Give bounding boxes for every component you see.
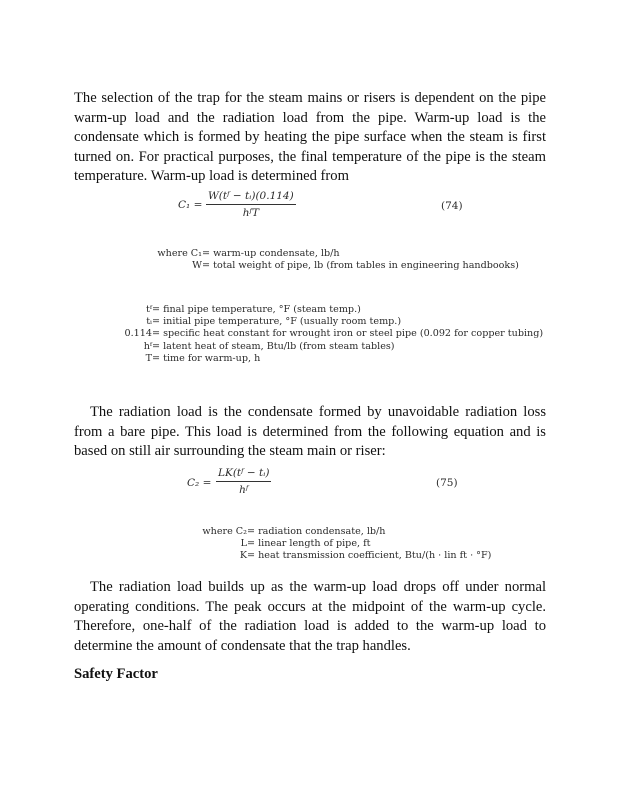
definition-symbol: K <box>239 550 247 562</box>
definition-row <box>122 316 543 328</box>
definition-row <box>148 248 519 260</box>
paragraph-warmup-intro: The selection of the trap for the steam mains or risers is dependent on the pipe warm-up load and the radiation load from the pipe. Warm-up load is the condensate which is formed by heating the pipe surface when the steam is first turned on. For practical purposes, the final temperature of the pipe is the steam temperature. Warm-up load is determined from <box>74 90 546 184</box>
definition-symbol: tᵢ <box>146 316 152 328</box>
definition-symbol: 0.114 <box>124 328 152 340</box>
definition-text: = final pipe temperature, °F (steam temp.) <box>152 304 361 315</box>
definition-text: = total weight of pipe, lb (from tables in engineering handbooks) <box>202 260 519 272</box>
equation-74-numerator: W(tᶠ − tᵢ)(0.114) <box>206 190 296 205</box>
definition-symbol: T <box>145 352 152 364</box>
definition-row <box>183 538 491 550</box>
definition-row <box>122 353 543 365</box>
equation-74-definitions-b <box>122 304 543 365</box>
definition-text: = time for warm-up, h <box>152 352 261 364</box>
definition-row <box>183 526 491 538</box>
equation-75-fraction <box>216 467 271 496</box>
definition-row <box>122 328 543 340</box>
definition-row <box>122 304 543 316</box>
definition-text: = radiation condensate, lb/h <box>247 526 386 537</box>
definition-symbol: W <box>192 260 202 272</box>
equation-75-numerator: LK(tᶠ − tᵢ) <box>216 467 271 482</box>
definition-row <box>148 260 519 272</box>
equation-74-lhs: C₁ = <box>178 199 203 211</box>
definition-text: = warm-up condensate, lb/h <box>202 248 340 259</box>
equation-74-denominator: hᶠT <box>242 207 259 219</box>
definition-row <box>183 550 491 562</box>
definition-symbol: L <box>240 538 247 550</box>
definition-symbol: hᶠ <box>143 340 152 352</box>
definition-symbol: tᶠ <box>146 304 152 315</box>
definition-symbol: where C₁ <box>157 248 202 259</box>
equation-74-fraction <box>206 190 296 219</box>
definition-text: = latent heat of steam, Btu/lb (from steam tables) <box>152 340 395 352</box>
definition-text: = initial pipe temperature, °F (usually room temp.) <box>152 316 402 328</box>
definition-text: = specific heat constant for wrought iron or steel pipe (0.092 for copper tubing) <box>152 328 544 340</box>
definition-text: = heat transmission coefficient, Btu/(h · lin ft · °F) <box>247 550 492 562</box>
paragraph-radiation-intro: The radiation load is the condensate formed by unavoidable radiation loss from a bare pipe. This load is determined from the following equation and is based on still air surrounding the steam main or riser: <box>74 404 546 459</box>
equation-74-number: (74) <box>441 200 463 212</box>
definition-text: = linear length of pipe, ft <box>247 538 371 550</box>
equation-75-definitions <box>183 526 491 563</box>
equation-75-number: (75) <box>436 477 458 489</box>
section-heading-safety-factor: Safety Factor <box>74 666 158 682</box>
equation-75-lhs: C₂ = <box>187 477 212 489</box>
definition-symbol: where C₂ <box>202 526 247 537</box>
equation-75-denominator: hᶠ <box>239 484 249 496</box>
definition-row <box>122 341 543 353</box>
equation-74-definitions-a <box>148 248 519 272</box>
paragraph-peak-load: The radiation load builds up as the warm-up load drops off under normal operating conditions. The peak occurs at the midpoint of the warm-up cycle. Therefore, one-half of the radiation load is added to the warm-up load to determine the amount of condensate that the trap handles. <box>74 579 546 654</box>
